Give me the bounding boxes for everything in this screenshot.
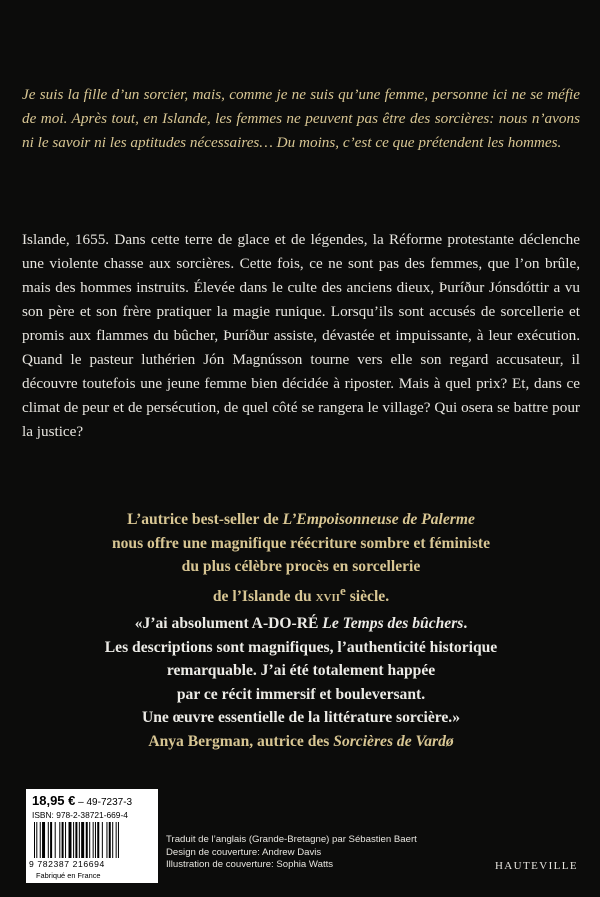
pitch-line-1 [22, 508, 580, 532]
barcode-bar [40, 822, 41, 858]
barcode-bar [95, 822, 96, 858]
pitch-line-4-suffix: siècle. [345, 587, 390, 605]
review-line-1-suffix: . [463, 615, 468, 632]
price: 18,95 € [32, 793, 76, 808]
review-quote [22, 612, 580, 754]
product-code: – 49-7237-3 [78, 797, 133, 808]
barcode-bar [81, 822, 84, 858]
barcode-bar [109, 822, 111, 858]
isbn: ISBN: 978-2-38721-669-4 [32, 810, 128, 820]
pitch-line-2: nous offre une magnifique réécriture sombre et féministe [111, 534, 491, 552]
review-line-1-prefix: «J’ai absolument A-DO-RÉ [134, 615, 323, 632]
barcode-bar [59, 822, 60, 858]
barcode-bars [34, 822, 150, 858]
pitch-line-1-prefix: L’autrice best-seller de [127, 511, 283, 528]
review-line-2: Les descriptions sont magnifiques, l’authenticité historique [104, 638, 498, 656]
pitch-line-4 [22, 579, 580, 609]
barcode-bar [116, 822, 117, 858]
barcode-bar [75, 822, 77, 858]
summary-paragraph: Islande, 1655. Dans cette terre de glace et de légendes, la Réforme protestante déclenche une violente chasse aux sorcières. Cette fois, ce ne sont pas des femmes, que l’on brûle, mais des hommes instruits. Élevée dans le culte des anciens dieux, Þuríður Jónsdóttir a vu son père et son frère pratiquer la magie runique. Lorsqu’ils sont accusés de sorcellerie et promis aux flammes du bûcher, Þuríður assiste, dévastée et impuissante, à leur exécution. Quand le pasteur luthérien Jón Magnússon tourne vers elle son regard accusateur, il découvre toutefois une jeune femme bien décidée à riposter. Mais à quel prix? Et, dans ce climat de peur et de persécution, de quel côté se rangera le village? Qui osera se battre pour la justice? [22, 231, 580, 441]
price-row [32, 793, 132, 808]
barcode-bar [97, 822, 99, 858]
review-line-1 [22, 612, 580, 636]
barcode-bar [50, 822, 52, 858]
barcode-bar [79, 822, 80, 858]
review-attribution-prefix: Anya Bergman, autrice des [148, 732, 334, 750]
translation-credit: Traduit de l’anglais (Grande-Bretagne) par Sébastien Baert [166, 834, 417, 845]
barcode-bar [34, 822, 35, 858]
barcode-bar [102, 822, 103, 858]
barcode-bar [36, 822, 37, 858]
barcode-bar [48, 822, 49, 858]
pitch-century: xvii [315, 587, 341, 605]
barcode-bar [89, 822, 90, 858]
pitch-block [22, 508, 580, 609]
barcode-bar [62, 822, 64, 858]
barcode-bar [93, 822, 94, 858]
review-attribution-title: Sorcières de Vardø [333, 732, 454, 750]
intro-quote: Je suis la fille d’un sorcier, mais, comme je ne suis qu’une femme, personne ici ne se méfie de moi. Après tout, en Islande, les femmes ne peuvent pas être des sorcières: nous n’avons ni le savoir ni les aptitudes nécessaires… Du moins, c’est ce que prétendent les hommes. [22, 86, 580, 152]
review-line-4: par ce récit immersif et bouleversant. [176, 685, 426, 703]
review-attribution [22, 730, 580, 754]
made-in-label: Fabriqué en France [36, 871, 101, 880]
cover-illustration-credit: Illustration de couverture: Sophia Watts [166, 859, 334, 870]
barcode-bar [112, 822, 113, 858]
barcode-bar [73, 822, 74, 858]
review-line-3: remarquable. J’ai été totalement happée [166, 662, 436, 680]
pitch-century-sup: e [340, 582, 346, 598]
review-line-5: Une œuvre essentielle de la littérature sorcière.» [142, 709, 460, 727]
pitch-line-4-prefix: de l’Islande du [212, 587, 316, 605]
barcode-bar [55, 822, 56, 858]
pitch-line-3: du plus célèbre procès en sorcellerie [181, 558, 421, 576]
credits [166, 834, 417, 872]
cover-design-credit: Design de couverture: Andrew Davis [166, 846, 322, 858]
barcode-bar [42, 822, 45, 858]
barcode-bar [118, 822, 119, 858]
pitch-book-title: L’Empoisonneuse de Palerme [282, 511, 475, 528]
review-book-title: Le Temps des bûchers [322, 615, 464, 632]
barcode-bar [106, 822, 107, 858]
barcode-box [26, 789, 158, 883]
barcode-bar [69, 822, 72, 858]
barcode-bar [65, 822, 66, 858]
publisher-logo: HAUTEVILLE [494, 860, 578, 872]
barcode-bar [86, 822, 88, 858]
barcode-digits: 9 782387 216694 [29, 859, 105, 869]
